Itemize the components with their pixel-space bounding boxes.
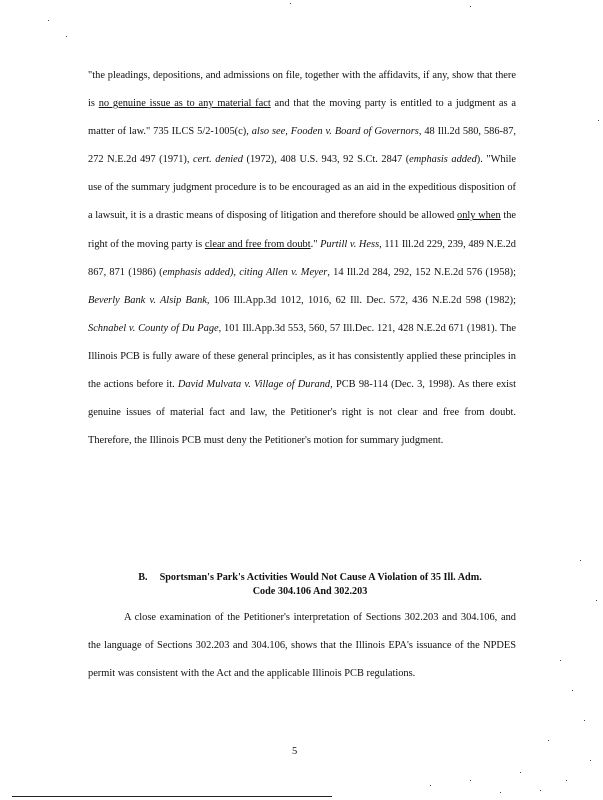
section-heading	[100, 571, 520, 599]
text-run: the right of the moving party is	[88, 210, 517, 250]
text-run: "the pleadings, depositions, and admissions on file, together with the affidavits, if any, show that there is	[88, 70, 516, 110]
italic-citation: Purtill v. Hess	[320, 238, 380, 250]
text-run: , 101 Ill.App.3d 553, 560, 57 Ill.Dec. 121, 428 N.E.2d 671 (1981). The Illinois PCB is fully aware of these general principles, as it has consistently applied these principles in the actions before it.	[88, 322, 516, 391]
body-paragraph-2	[88, 604, 516, 688]
italic-citation: David Mulvata v. Village of Durand	[177, 379, 331, 391]
underlined-text: only when	[457, 210, 501, 222]
heading-letter: B.	[138, 572, 148, 583]
text-run: and that the moving party is entitled to a judgment as a matter of law." 735 ILCS 5/2-1005(c),	[88, 98, 516, 138]
text-run: , 106 Ill.App.3d 1012, 1016, 62 Ill. Dec. 572, 436 N.E.2d 598 (1982);	[206, 294, 516, 306]
text-run: , 111 Ill.2d 229, 239, 489 N.E.2d 867, 871 (1986) (	[88, 238, 516, 278]
footer-rule	[12, 796, 332, 797]
italic-text: cert. denied	[193, 154, 243, 166]
underlined-text: clear and free from doubt	[204, 238, 311, 250]
text-run: , PCB 98-114 (Dec. 3, 1998). As there exist genuine issues of material fact and law, the Petitioner's right is not clear and free from doubt. Therefore, the Illinois PCB must deny the Petitioner's motion for summary judgment.	[88, 379, 516, 447]
text-run: , 14 Ill.2d 284, 292, 152 N.E.2d 576 (1958);	[327, 266, 516, 278]
text-run: A close examination of the Petitioner's interpretation of Sections 302.203 and 304.106, and the language of Sections 302.203 and 304.106, shows that the Illinois EPA's issuance of the NPDES permit was consistent with the Act and the applicable Illinois PCB regulations.	[88, 612, 516, 680]
underlined-text: no genuine issue as to any material fact	[98, 98, 271, 110]
italic-citation: Beverly Bank v. Alsip Bank	[88, 294, 207, 306]
heading-line-2: Code 304.106 And 302.203	[252, 586, 368, 597]
italic-citation: emphasis added), citing Allen v. Meyer	[162, 266, 328, 278]
italic-citation: Schnabel v. County of Du Page	[88, 322, 219, 334]
heading-line-1	[100, 571, 520, 585]
italic-text: emphasis added	[409, 154, 477, 166]
text-run: , 48 Ill.2d 580, 586-87, 272 N.E.2d 497 (1971),	[88, 126, 516, 166]
text-run: (1972), 408 U.S. 943, 92 S.Ct. 2847 (	[243, 154, 410, 166]
heading-text: Sportsman's Park's Activities Would Not Cause A Violation of 35 Ill. Adm.	[159, 572, 482, 583]
text-run: ). "While use of the summary judgment procedure is to be encouraged as an aid in the expeditious disposition of a lawsuit, it is a drastic means of disposing of litigation and therefore should be allowed	[88, 154, 516, 222]
page-number: 5	[292, 746, 298, 757]
italic-citation: also see, Fooden v. Board of Governors	[251, 126, 419, 138]
text-run: ."	[310, 238, 321, 250]
body-paragraph-1	[88, 62, 516, 455]
